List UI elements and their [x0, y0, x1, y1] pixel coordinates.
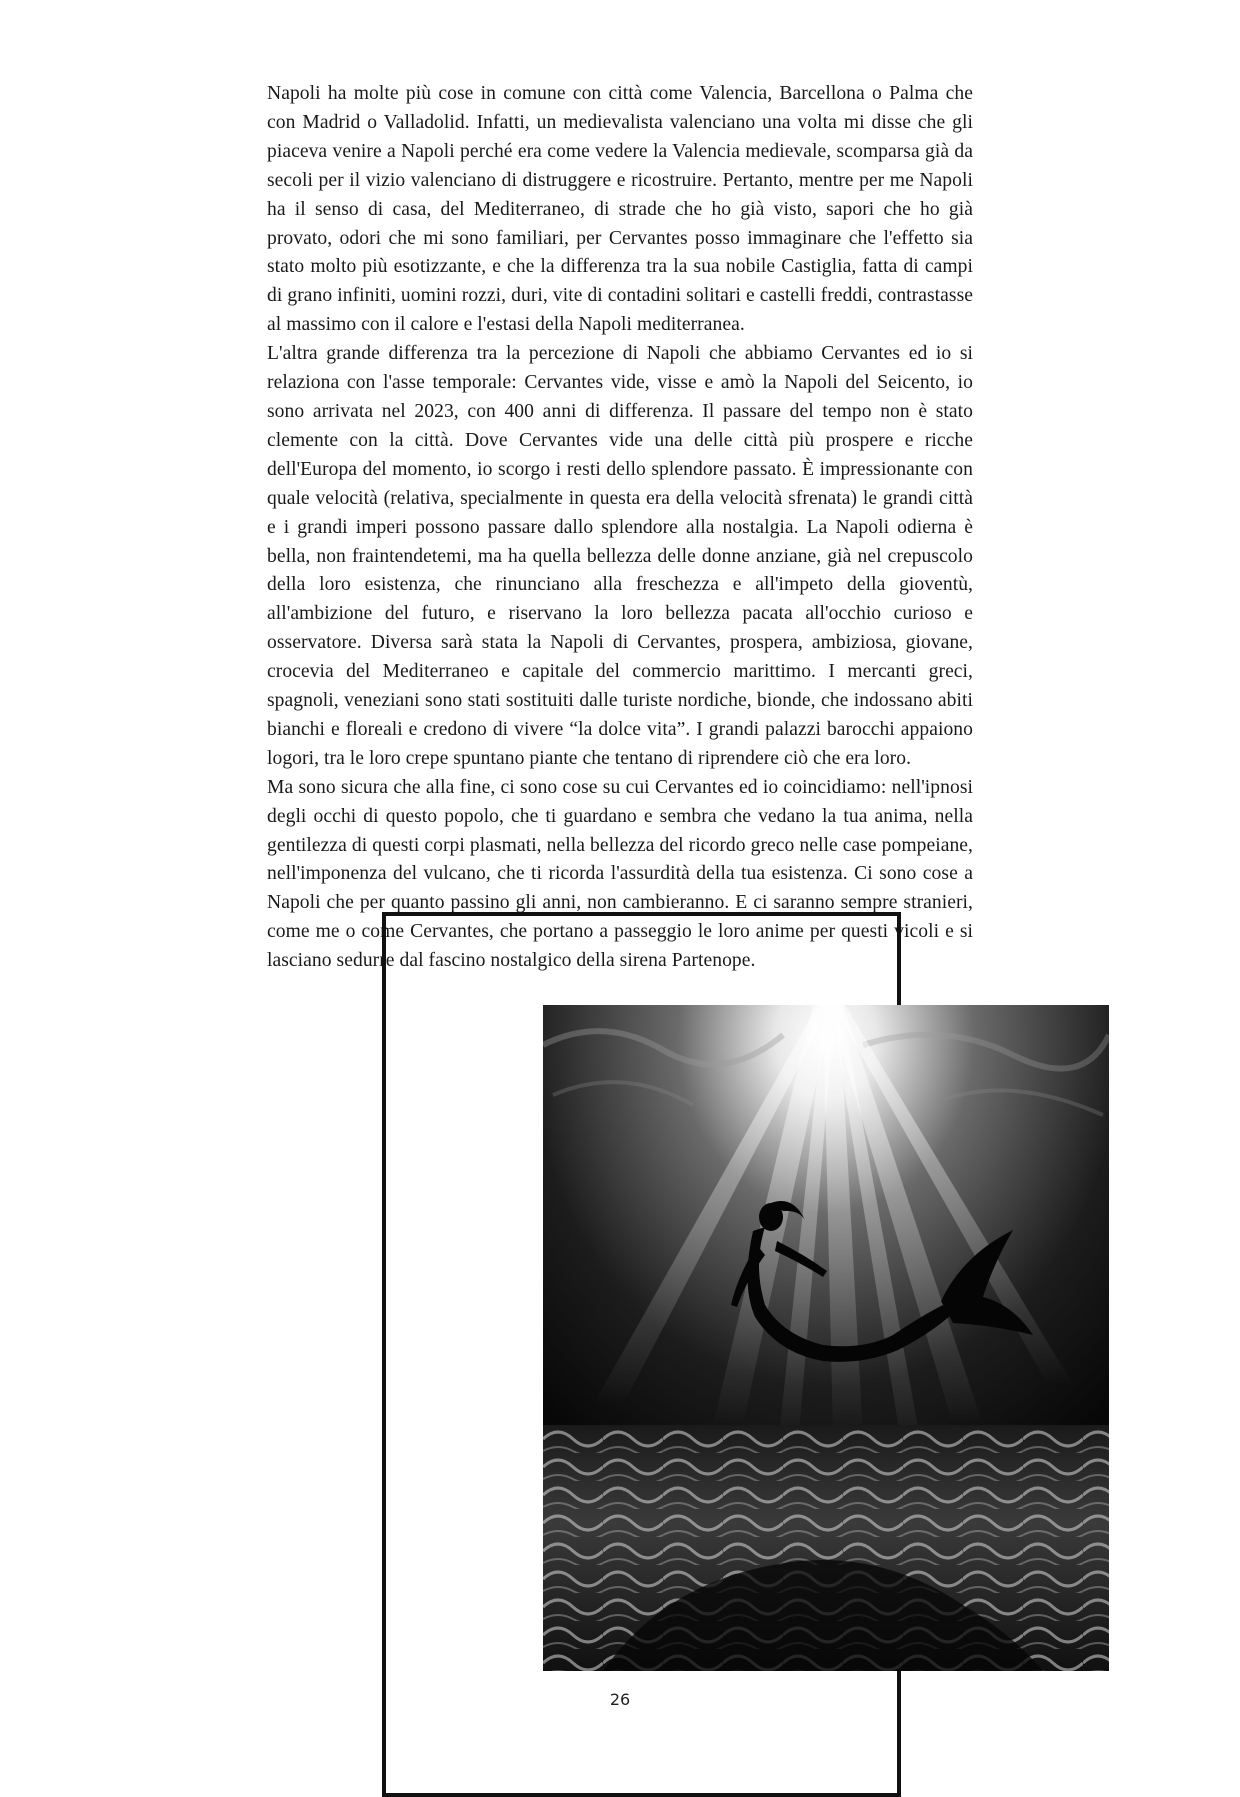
mermaid-photo — [543, 1005, 1109, 1671]
paragraph-2: L'altra grande differenza tra la percezione di Napoli che abbiamo Cervantes ed io si relaziona con l'asse temporale: Cervantes vide, visse e amò la Napoli del Seicento, io sono arrivata nel 2023, con 400 anni di differenza. Il passare del tempo non è stato clemente con la città. Dove Cervantes vide una delle città più prospere e ricche dell'Europa del momento, io scorgo i resti dello splendore passato. È impressionante con quale velocità (relativa, specialmente in questa era della velocità sfrenata) le grandi città e i grandi imperi possono passare dallo splendore alla nostalgia. La Napoli odierna è bella, non fraintendetemi, ma ha quella bellezza delle donne anziane, già nel crepuscolo della loro esistenza, che rinunciano alla freschezza e all'impeto della gioventù, all'ambizione del futuro, e riservano la loro bellezza pacata all'occhio curioso e osservatore. Diversa sarà stata la Napoli di Cervantes, prospera, ambiziosa, giovane, crocevia del Mediterraneo e capitale del commercio marittimo. I mercanti greci, spagnoli, veneziani sono stati sostituiti dalle turiste nordiche, bionde, che indossano abiti bianchi e floreali e credono di vivere “la dolce vita”. I grandi palazzi barocchi appaiono logori, tra le loro crepe spuntano piante che tentano di riprendere ciò che era loro. — [267, 343, 973, 769]
page-number: 26 — [609, 1690, 631, 1709]
paragraph-3: Ma sono sicura che alla fine, ci sono cose su cui Cervantes ed io coincidiamo: nell'ipnosi degli occhi di questo popolo, che ti guardano e sembra che vedano la tua anima, nella gentilezza di questi corpi plasmati, nella bellezza del ricordo greco nelle case pompeiane, nell'imponenza del vulcano, che ti ricorda l'assurdità della tua esistenza. Ci sono cose a Napoli che per quanto passino gli anni, non cambieranno. E ci saranno sempre stranieri, come me o come Cervantes, che portano a passeggio le loro anime per questi vicoli e si lasciano sedurre dal fascino nostalgico della sirena Partenope. — [267, 776, 973, 972]
article-body — [267, 80, 973, 976]
paragraph-1: Napoli ha molte più cose in comune con città come Valencia, Barcellona o Palma che con Madrid o Valladolid. Infatti, un medievalista valenciano una volta mi disse che gli piaceva venire a Napoli perché era come vedere la Valencia medievale, scomparsa già da secoli per il vizio valenciano di distruggere e ricostruire. Pertanto, mentre per me Napoli ha il senso di casa, del Mediterraneo, di strade che ho già visto, sapori che ho già provato, odori che mi sono familiari, per Cervantes posso immaginare che l'effetto sia stato molto più esotizzante, e che la differenza tra la sua nobile Castiglia, fatta di campi di grano infiniti, uomini rozzi, duri, vite di contadini solitari e castelli freddi, contrastasse al massimo con il calore e l'estasi della Napoli mediterranea. — [267, 83, 973, 336]
